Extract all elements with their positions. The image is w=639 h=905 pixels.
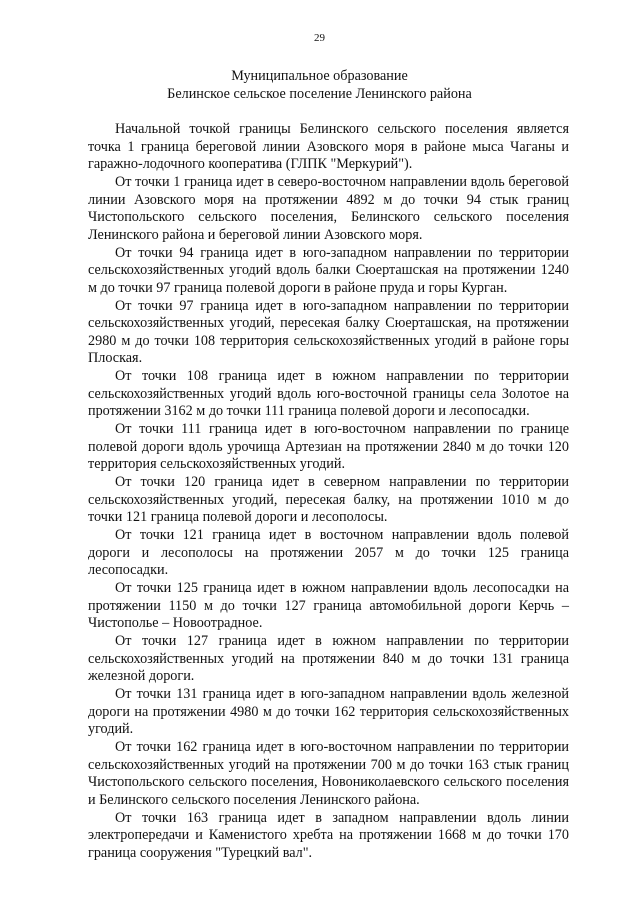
paragraph-point-163: От точки 163 граница идет в западном направлении вдоль линии электропередачи и Каменистого хребта на протяжении 1668 м до точки 170 граница сооружения "Турецкий вал".	[88, 809, 569, 861]
paragraph-start-point: Начальной точкой границы Белинского сельского поселения является точка 1 граница береговой линии Азовского моря в районе мыса Чаганы и гаражно-лодочного кооператива (ГЛПК "Меркурий").	[88, 121, 569, 172]
paragraph-point-127: От точки 127 граница идет в южном направлении по территории сельскохозяйственных угодий на протяжении 840 м до точки 131 граница железной дороги.	[88, 633, 569, 684]
paragraph-point-97: От точки 97 граница идет в юго-западном направлении по территории сельскохозяйственных угодий, пересекая балку Сюерташская, на протяжении 2980 м до точки 108 территория сельскохозяйственных угодий в районе горы Плоская.	[88, 297, 569, 366]
heading-line-settlement: Белинское сельское поселение Ленинского района	[167, 85, 472, 102]
document-heading	[0, 68, 639, 103]
page-number: 29	[314, 32, 325, 44]
boundary-description	[88, 121, 569, 862]
heading-line-municipality: Муниципальное образование	[231, 68, 408, 84]
paragraph-point-131: От точки 131 граница идет в юго-западном направлении вдоль железной дороги на протяжении 4980 м до точки 162 территория сельскохозяйственных угодий.	[88, 686, 569, 737]
paragraph-point-120: От точки 120 граница идет в северном направлении по территории сельскохозяйственных угодий, пересекая балку, на протяжении 1010 м до точки 121 граница полевой дороги и лесополосы.	[88, 474, 569, 525]
paragraph-point-108: От точки 108 граница идет в южном направлении по территории сельскохозяйственных угодий вдоль юго-восточной границы села Золотое на протяжении 3162 м до точки 111 граница полевой дороги и лесопосадки.	[88, 368, 569, 419]
paragraph-point-94: От точки 94 граница идет в юго-западном направлении по территории сельскохозяйственных угодий вдоль балки Сюерташская на протяжении 1240 м до точки 97 граница полевой дороги в районе пруда и горы Курган.	[88, 244, 569, 296]
paragraph-point-162: От точки 162 граница идет в юго-восточном направлении по территории сельскохозяйственных угодий на протяжении 700 м до точки 163 стык границ Чистопольского сельского поселения, Новониколаевского сельского поселения и Белинского сельского поселения Ленинского района.	[88, 739, 569, 808]
paragraph-point-125: От точки 125 граница идет в южном направлении вдоль лесопосадки на протяжении 1150 м до точки 127 граница автомобильной дороги Керчь – Чистополье – Новоотрадное.	[88, 580, 569, 631]
paragraph-point-111: От точки 111 граница идет в юго-восточном направлении по границе полевой дороги вдоль урочища Артезиан на протяжении 2840 м до точки 120 территория сельскохозяйственных угодий.	[88, 421, 569, 472]
paragraph-point-121: От точки 121 граница идет в восточном направлении вдоль полевой дороги и лесополосы на протяжении 2057 м до точки 125 граница лесопосадки.	[88, 527, 569, 578]
paragraph-point-1: От точки 1 граница идет в северо-восточном направлении вдоль береговой линии Азовского моря на протяжении 4892 м до точки 94 стык границ Чистопольского сельского поселения, Белинского сельского поселения Ленинского района и береговой линии Азовского моря.	[88, 174, 569, 243]
